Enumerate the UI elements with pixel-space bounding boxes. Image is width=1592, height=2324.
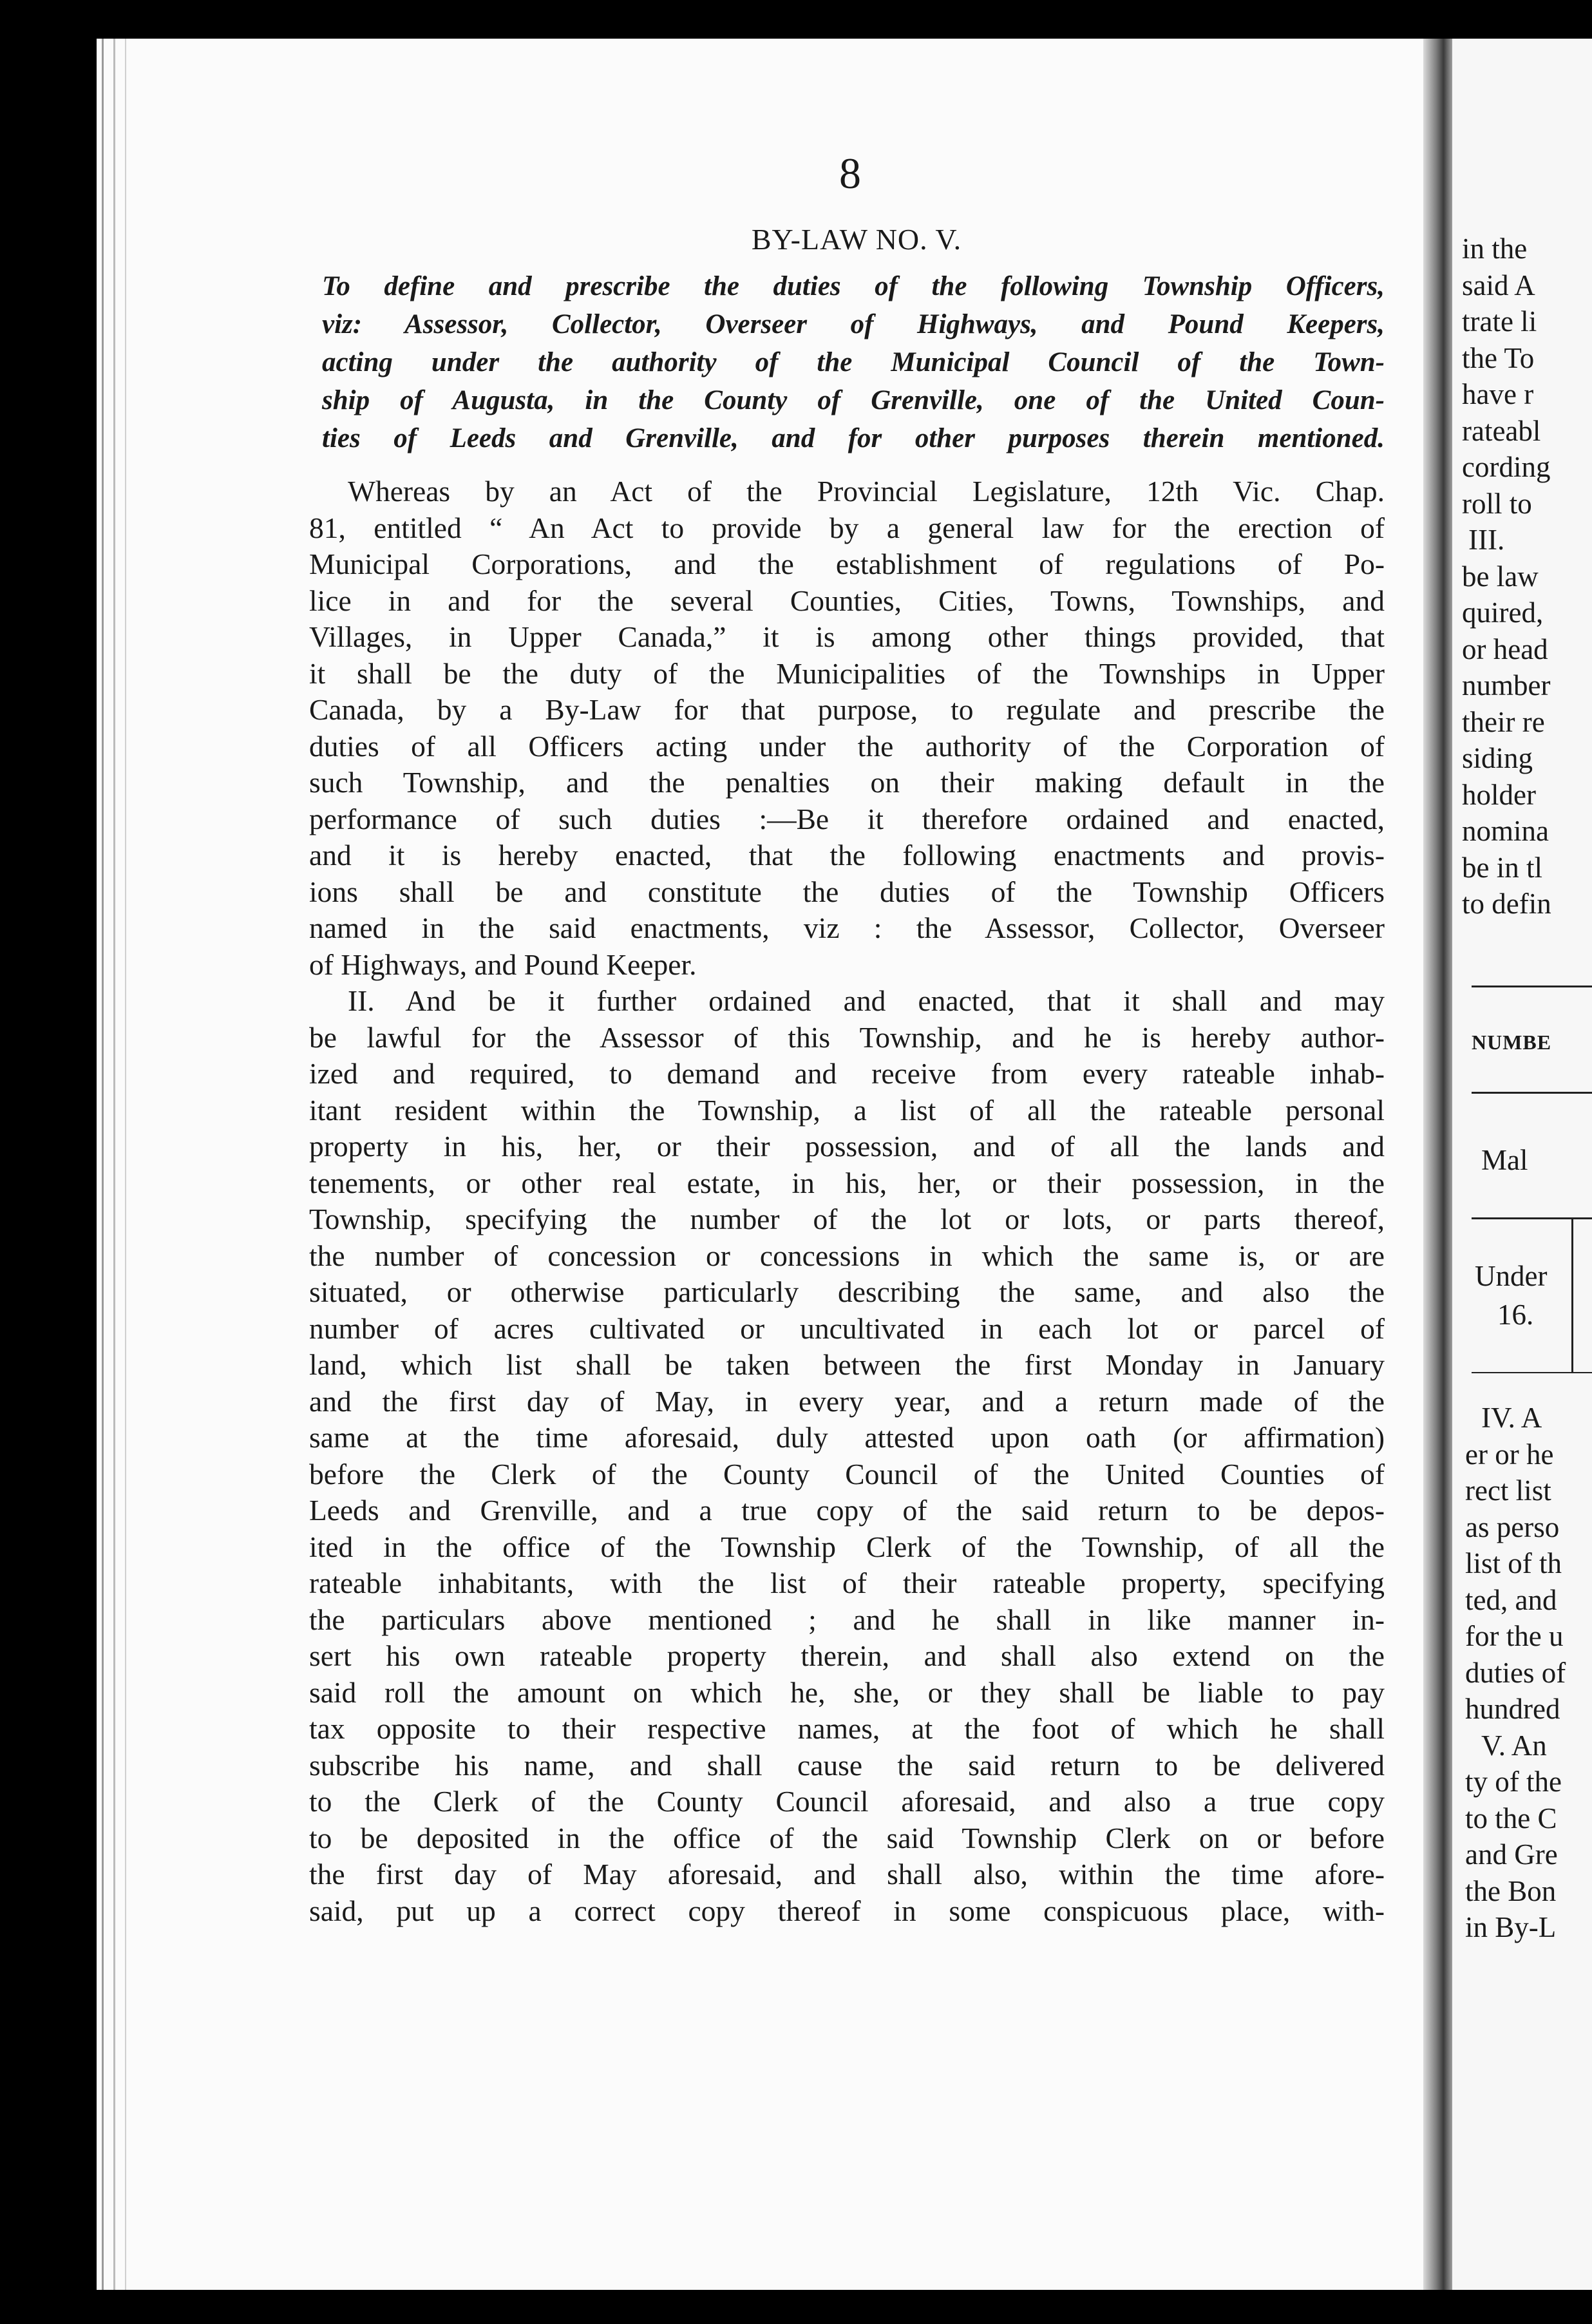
preamble-line: To define and prescribe the duties of the following Township Officers, (322, 271, 1385, 301)
right-page-line: be law (1462, 560, 1539, 593)
body-line: duties of all Officers acting under the authority of the Corporation of (309, 729, 1385, 763)
table-rule (1472, 1372, 1592, 1373)
body-line: Leeds and Grenville, and a true copy of the said return to be depos- (309, 1494, 1385, 1527)
right-page-line: siding (1462, 742, 1533, 774)
body-line: II. And be it further ordained and enacted, that it shall and may (348, 984, 1385, 1017)
page-number: 8 (839, 149, 861, 198)
body-line: ited in the office of the Township Clerk of the Township, of all the (309, 1530, 1385, 1563)
body-text (309, 473, 1385, 1929)
body-line: Villages, in Upper Canada,” it is among other things provided, that (309, 620, 1385, 653)
preamble-line: acting under the authority of the Municipal Council of the Town- (322, 347, 1385, 377)
body-line: lice in and for the several Counties, Cities, Towns, Townships, and (309, 584, 1385, 617)
page-edge (125, 39, 126, 2290)
right-page-line: ted, and (1465, 1583, 1557, 1616)
right-page-line: er or he (1465, 1438, 1554, 1471)
right-page-line: in the (1462, 233, 1528, 265)
table-row-label: Under (1475, 1260, 1548, 1292)
right-page-line: number (1462, 669, 1551, 701)
body-line: to the Clerk of the County Council aforesaid, and also a true copy (309, 1785, 1385, 1818)
body-line: it shall be the duty of the Municipalities of the Townships in Upper (309, 656, 1385, 690)
body-line: the particulars above mentioned ; and he shall in like manner in- (309, 1603, 1385, 1636)
book-gutter (1423, 39, 1452, 2290)
right-page-line: III. (1468, 524, 1505, 556)
body-line: Township, specifying the number of the lot or lots, or parts thereof, (309, 1203, 1385, 1235)
body-line: and the first day of May, in every year, and a return made of the (309, 1384, 1385, 1418)
body-line: Canada, by a By-Law for that purpose, to regulate and prescribe the (309, 693, 1385, 726)
right-page-line: in By-L (1465, 1911, 1557, 1943)
table-rule (1472, 1217, 1592, 1219)
body-line: and it is hereby enacted, that the following enactments and provis- (309, 839, 1385, 872)
right-page-line: and Gre (1465, 1838, 1558, 1871)
right-page-line: ty of the (1465, 1766, 1562, 1798)
preamble (322, 267, 1385, 457)
body-line: said roll the amount on which he, she, or they shall be liable to pay (309, 1675, 1385, 1709)
right-page-line: have r (1462, 378, 1534, 410)
body-line: ized and required, to demand and receive from every rateable inhab- (309, 1057, 1385, 1090)
right-page-line: be in tl (1462, 851, 1542, 884)
right-page-line: nomina (1462, 815, 1549, 847)
right-page-line: trate li (1462, 305, 1537, 338)
body-line: the number of concession or concessions in which the same is, or are (309, 1239, 1385, 1272)
right-page-line: duties of (1465, 1656, 1566, 1689)
body-line: to be deposited in the office of the said Township Clerk on or before (309, 1821, 1385, 1854)
right-page-line: as perso (1465, 1510, 1560, 1543)
right-page-line: hundred (1465, 1693, 1560, 1725)
right-page-line: list of th (1465, 1547, 1562, 1579)
body-line: performance of such duties :—Be it therefore ordained and enacted, (309, 802, 1385, 835)
preamble-line: viz: Assessor, Collector, Overseer of Highways, and Pound Keepers, (322, 309, 1385, 339)
body-line: ions shall be and constitute the duties of the Township Officers (309, 875, 1385, 908)
right-page-line: said A (1462, 269, 1535, 301)
right-page-line: the Bon (1465, 1874, 1557, 1907)
body-line: of Highways, and Pound Keeper. (309, 948, 697, 981)
body-line: before the Clerk of the County Council of the United Counties of (309, 1457, 1385, 1491)
body-line: 81, entitled “ An Act to provide by a general law for the erection of (309, 511, 1385, 544)
body-line: Whereas by an Act of the Provincial Legislature, 12th Vic. Chap. (348, 475, 1385, 508)
body-line: tenements, or other real estate, in his, her, or their possession, in the (309, 1166, 1385, 1199)
right-page-line: cording (1462, 451, 1551, 483)
body-line: situated, or otherwise particularly describing the same, and also the (309, 1275, 1385, 1308)
right-page-line: holder (1462, 778, 1536, 811)
body-line: tax opposite to their respective names, at the foot of which he shall (309, 1712, 1385, 1745)
table-header: NUMBE (1472, 1031, 1552, 1054)
preamble-line: ties of Leeds and Grenville, and for other purposes therein mentioned. (322, 423, 1385, 453)
right-page-line: IV. A (1481, 1402, 1542, 1434)
body-line: land, which list shall be taken between the first Monday in January (309, 1348, 1385, 1381)
right-page-line: their re (1462, 705, 1545, 738)
right-page-line: V. An (1481, 1729, 1547, 1762)
preamble-line: ship of Augusta, in the County of Grenville, one of the United Coun- (322, 385, 1385, 415)
body-line: property in his, her, or their possession, and of all the lands and (309, 1130, 1385, 1163)
table-rule (1571, 1217, 1573, 1372)
table-row-label: 16. (1497, 1299, 1534, 1331)
body-line: be lawful for the Assessor of this Township, and he is hereby author- (309, 1020, 1385, 1054)
body-line: rateable inhabitants, with the list of their rateable property, specifying (309, 1567, 1385, 1599)
right-page-line: rateabl (1462, 414, 1541, 447)
body-line: subscribe his name, and shall cause the said return to be delivered (309, 1748, 1385, 1782)
body-line: number of acres cultivated or uncultivated in each lot or parcel of (309, 1311, 1385, 1345)
table-rule (1472, 986, 1592, 987)
right-page-line: to the C (1465, 1802, 1557, 1834)
page-edge (113, 39, 115, 2290)
body-line: the first day of May aforesaid, and shall also, within the time afore- (309, 1858, 1385, 1891)
body-line: sert his own rateable property therein, and shall also extend on the (309, 1639, 1385, 1672)
right-page-line: the To (1462, 341, 1535, 374)
right-page-line: quired, (1462, 596, 1544, 629)
body-line: same at the time aforesaid, duly attested upon oath (or affirmation) (309, 1421, 1385, 1454)
body-line: Municipal Corporations, and the establishment of regulations of Po- (309, 548, 1385, 580)
table-column-label: Mal (1481, 1144, 1528, 1176)
body-line: itant resident within the Township, a list of all the rateable personal (309, 1093, 1385, 1127)
right-page-line: for the u (1465, 1620, 1564, 1652)
right-page-line: or head (1462, 633, 1548, 665)
right-page-line: to defin (1462, 888, 1551, 920)
table-rule (1472, 1092, 1592, 1094)
body-line: such Township, and the penalties on their making default in the (309, 766, 1385, 799)
bylaw-title: BY-LAW NO. V. (751, 223, 962, 256)
right-page-line: roll to (1462, 487, 1532, 520)
page-edge (102, 39, 104, 2290)
body-line: said, put up a correct copy thereof in some conspicuous place, with- (309, 1894, 1385, 1927)
right-page-line: rect list (1465, 1474, 1551, 1507)
body-line: named in the said enactments, viz : the Assessor, Collector, Overseer (309, 911, 1385, 944)
